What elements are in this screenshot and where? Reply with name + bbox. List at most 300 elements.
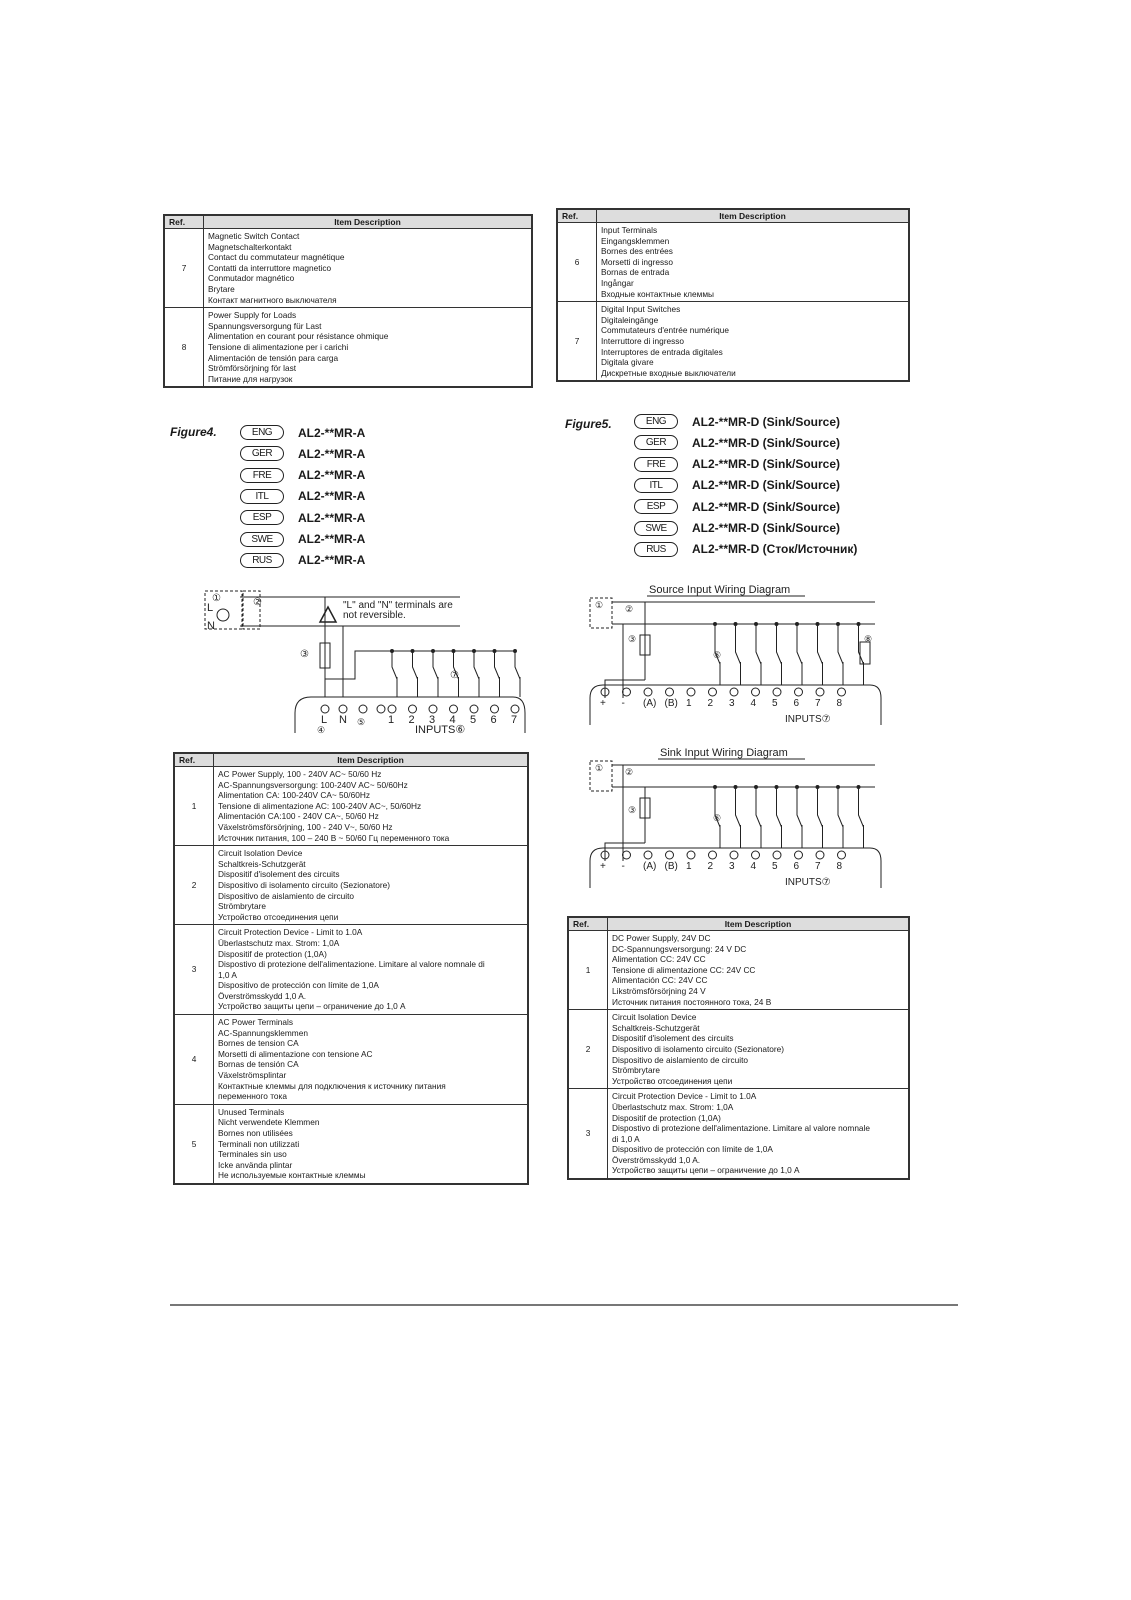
sink-wiring-diagram: [585, 743, 885, 888]
input-switch: [734, 786, 741, 849]
description-line: Circuit Isolation Device: [218, 848, 303, 859]
input-switch: [857, 786, 864, 849]
description-line: Strömförsörjning för last: [208, 363, 297, 374]
language-badge-icon: SWE: [634, 521, 678, 536]
ref-cell: 6: [557, 223, 597, 302]
description-line: Schaltkreis-Schutzgerät: [612, 1022, 700, 1033]
table-row: [174, 846, 528, 925]
description-line: Dispositivo de aislamiento de circuito: [218, 890, 355, 901]
description-line: Växelströmsplintar: [218, 1070, 287, 1081]
table-row: [174, 767, 528, 846]
language-row: [634, 435, 840, 450]
language-row: [240, 425, 365, 440]
sink-diagram-title: Sink Input Wiring Diagram: [660, 747, 788, 759]
input-switch: [796, 623, 803, 686]
marker-4: ④: [317, 725, 326, 735]
language-badge-icon: ENG: [634, 414, 678, 429]
ac-source-icon: [217, 609, 229, 621]
table-row: [174, 925, 528, 1015]
source-n-label: N: [207, 620, 215, 632]
marker-7: ⑦: [450, 670, 459, 681]
model-text: AL2-**MR-D (Sink/Source): [692, 521, 841, 535]
ref-cell: 2: [174, 846, 214, 925]
ref-cell: 2: [568, 1010, 608, 1089]
language-badge-icon: ENG: [240, 425, 284, 440]
ref-cell: 3: [174, 925, 214, 1015]
description-line: Conmutador magnético: [208, 273, 295, 284]
ref-cell: 1: [568, 931, 608, 1010]
description-cell: [597, 223, 910, 302]
description-line: Dispositif d'isolement des circuits: [612, 1033, 734, 1044]
language-row: [240, 553, 365, 568]
input-switch: [411, 650, 418, 698]
marker-6: ⑥: [713, 813, 722, 823]
terminal-label: (B): [664, 861, 678, 872]
terminal-label: 4: [750, 861, 757, 872]
terminal-screw: [709, 688, 717, 696]
description-line: Überlastschutz max. Strom: 1,0A: [612, 1101, 734, 1112]
description-line: Magnetic Switch Contact: [208, 231, 300, 241]
description-line: Alimentación CC: 24V CC: [612, 975, 708, 986]
warning-text-1: "L" and "N" terminals are: [343, 600, 453, 611]
description-line: Morsetti di ingresso: [601, 256, 673, 267]
description-line: Alimentation CA: 100-240V CA~ 50/60Hz: [218, 790, 370, 801]
description-line: Växelströmsförsörjning, 100 - 240 V~, 50/60 Hz: [218, 821, 393, 832]
language-badge-icon: ESP: [240, 510, 284, 525]
description-line: Dispositif de protection (1,0A): [612, 1112, 721, 1123]
terminal-screw: [730, 688, 738, 696]
language-row: [634, 457, 840, 472]
terminal-label: 1: [686, 698, 692, 709]
terminal-label: +: [600, 698, 606, 709]
terminal-label: 6: [490, 714, 497, 726]
description-line: Power Supply for Loads: [208, 310, 297, 321]
warning-icon: [320, 607, 336, 622]
terminal-label: 7: [815, 698, 821, 709]
description-line: Morsetti di alimentazione con tensione AC: [218, 1048, 373, 1059]
terminal-label: 3: [429, 714, 436, 726]
input-switch: [432, 650, 439, 698]
description-line: Дискретные входные выключатели: [601, 367, 736, 378]
terminal-label: 4: [449, 714, 456, 726]
description-cell: [597, 302, 910, 382]
description-line: Dispostivo di protezione dell'alimentazione. Limitare al valore nomnale di: [218, 959, 485, 970]
description-line: Tensione di alimentazione CC: 24V CC: [612, 964, 756, 975]
source-diagram-title: Source Input Wiring Diagram: [649, 584, 791, 596]
terminal-screw: [795, 851, 803, 859]
language-badge-icon: GER: [634, 435, 678, 450]
language-row: [634, 499, 840, 514]
description-line: Bornes de tension CA: [218, 1038, 299, 1049]
description-cell: [214, 925, 529, 1015]
description-header: Item Description: [597, 209, 910, 223]
language-badge-icon: ESP: [634, 499, 678, 514]
terminal-label: -: [621, 698, 625, 709]
description-line: Источник питания, 100 – 240 В ~ 50/60 Гц переменного тока: [218, 832, 450, 843]
description-line: Magnetschalterkontakt: [208, 241, 292, 252]
terminal-screw: [644, 851, 652, 859]
description-line: Bornas de entrada: [601, 267, 670, 278]
description-line: 1,0 A: [218, 969, 237, 980]
description-line: Dispositif de protection (1,0A): [218, 948, 327, 959]
marker-6: ⑥: [713, 650, 722, 660]
terminal-screw: [339, 705, 347, 713]
terminal-screw: [687, 851, 695, 859]
description-line: Питание для нагрузок: [208, 373, 293, 384]
description-line: Digitala givare: [601, 357, 654, 368]
terminal-screw: [450, 705, 458, 713]
description-line: Commutateurs d'entrée numérique: [601, 325, 729, 336]
description-line: Circuit Isolation Device: [612, 1012, 697, 1023]
terminal-label: 5: [772, 861, 778, 872]
description-line: Circuit Protection Device - Limit to 1.0A: [612, 1091, 757, 1102]
common-line: [325, 651, 513, 679]
input-switch: [514, 650, 521, 698]
terminal-label: 2: [408, 714, 415, 726]
ref-cell: 1: [174, 767, 214, 846]
terminal-label: 1: [686, 861, 692, 872]
description-cell: [214, 767, 529, 846]
description-line: DC Power Supply, 24V DC: [612, 933, 711, 943]
ref-cell: 5: [174, 1104, 214, 1184]
description-line: Schaltkreis-Schutzgerät: [218, 858, 306, 869]
model-text: AL2-**MR-A: [298, 446, 366, 461]
ref-cell: 3: [568, 1089, 608, 1179]
language-row: [240, 510, 365, 525]
table-row: [557, 223, 909, 302]
table-row: [164, 229, 532, 308]
terminal-screw: [687, 688, 695, 696]
model-text: AL2-**MR-A: [298, 510, 366, 525]
input-switch: [734, 623, 741, 686]
input-switch: [391, 650, 398, 698]
description-line: Input Terminals: [601, 225, 658, 235]
terminal-screw: [623, 688, 631, 696]
description-cell: [204, 229, 533, 308]
terminal-screw: [730, 851, 738, 859]
language-badge-icon: ITL: [634, 478, 678, 493]
model-text: AL2-**MR-D (Sink/Source): [692, 457, 841, 472]
table-bottom-right: [567, 916, 910, 1180]
terminal-label: N: [339, 714, 347, 726]
inputs-label: INPUTS⑦: [785, 714, 831, 725]
marker-1: ①: [595, 763, 604, 773]
figure5-label: Figure5.: [565, 417, 612, 431]
description-line: Strömbrytare: [612, 1065, 660, 1076]
input-switch: [796, 786, 803, 849]
description-line: Устройство отсоединения цепи: [218, 911, 339, 922]
description-line: Interruptores de entrada digitales: [601, 346, 723, 357]
terminal-label: 3: [729, 861, 735, 872]
terminal-label: 1: [388, 714, 395, 726]
description-line: Eingangsklemmen: [601, 235, 670, 246]
description-line: Digitaleingänge: [601, 314, 659, 325]
ref-cell: 7: [557, 302, 597, 382]
description-line: Контакт магнитного выключателя: [208, 294, 337, 305]
language-row: [634, 478, 840, 493]
terminal-screw: [429, 705, 437, 713]
description-line: AC Power Terminals: [218, 1017, 294, 1028]
description-line: Контактные клеммы для подключения к источнику питания: [218, 1080, 446, 1091]
table-row: [174, 1015, 528, 1105]
language-row: [634, 414, 840, 429]
terminal-label: 8: [836, 698, 843, 709]
description-line: Digital Input Switches: [601, 304, 681, 315]
description-line: Contact du commutateur magnétique: [208, 252, 345, 263]
description-cell: [608, 1010, 910, 1089]
terminal-screw: [816, 688, 824, 696]
table-row: [164, 308, 532, 388]
description-cell: [608, 931, 910, 1010]
table-bottom-left: [173, 752, 529, 1185]
description-line: Interruttore di ingresso: [601, 335, 685, 346]
inputs-label: INPUTS⑦: [785, 877, 831, 888]
source-l-label: L: [207, 602, 214, 614]
description-line: Dispositivo de protección con límite de 1,0A: [612, 1144, 773, 1155]
description-line: Überlastschutz max. Strom: 1,0A: [218, 937, 340, 948]
marker-2: ②: [253, 597, 262, 608]
input-switch: [755, 623, 762, 686]
language-badge-icon: FRE: [240, 468, 284, 483]
terminal-label: 5: [470, 714, 477, 726]
page-bottom-rule: [170, 1304, 958, 1306]
description-line: Spannungsversorgung für Last: [208, 320, 322, 331]
description-cell: [608, 1089, 910, 1179]
sensor-icon: [860, 642, 870, 664]
terminal-screw: [773, 851, 781, 859]
model-text: AL2-**MR-D (Sink/Source): [692, 435, 841, 450]
terminal-screw: [752, 851, 760, 859]
description-line: Terminales sin uso: [218, 1149, 287, 1160]
terminal-label: +: [600, 861, 606, 872]
language-row: [634, 542, 857, 557]
description-line: Alimentation CC: 24V CC: [612, 954, 706, 965]
model-text: AL2-**MR-D (Sink/Source): [692, 499, 841, 514]
description-line: AC-Spannungsversorgung: 100-240V AC~ 50/60Hz: [218, 779, 408, 790]
language-badge-icon: GER: [240, 446, 284, 461]
language-badge-icon: ITL: [240, 489, 284, 504]
ref-cell: 4: [174, 1015, 214, 1105]
ref-header: Ref.: [557, 209, 597, 223]
terminal-label: 8: [836, 861, 843, 872]
terminal-label: L: [321, 714, 328, 726]
input-switch: [775, 623, 782, 686]
language-badge-icon: SWE: [240, 532, 284, 547]
description-line: Överströmsskydd 1,0 A.: [218, 990, 307, 1001]
model-text: AL2-**MR-A: [298, 489, 366, 504]
terminal-screw: [795, 688, 803, 696]
input-switch: [837, 623, 844, 686]
table-header-row: [568, 917, 909, 931]
description-line: Dispositivo di isolamento circuito (Sezionatore): [218, 879, 391, 890]
terminal-screw: [491, 705, 499, 713]
terminal-screw: [511, 705, 519, 713]
language-row: [240, 468, 365, 483]
description-line: Nicht verwendete Klemmen: [218, 1117, 320, 1128]
description-line: Strömbrytare: [218, 901, 266, 912]
ref-header: Ref.: [174, 753, 214, 767]
description-line: Устройство защиты цепи – ограничение до 1,0 A: [612, 1165, 800, 1176]
description-line: Устройство защиты цепи – ограничение до 1,0 A: [218, 1001, 406, 1012]
terminal-screw: [470, 705, 478, 713]
language-row: [240, 489, 365, 504]
marker-8: ⑧: [864, 634, 873, 644]
description-line: Dispostivo di protezione dell'alimentazione. Limitare al valore nomnale: [612, 1123, 871, 1134]
description-line: Icke använda plintar: [218, 1159, 293, 1170]
description-line: Contatti da interruttore magnetico: [208, 262, 332, 273]
terminal-screw: [773, 688, 781, 696]
language-badge-icon: RUS: [240, 553, 284, 568]
model-text: AL2-**MR-A: [298, 553, 366, 568]
description-line: Brytare: [208, 283, 235, 294]
description-line: переменного тока: [218, 1091, 287, 1102]
terminal-screw: [409, 705, 417, 713]
terminal-screw: [666, 688, 674, 696]
input-switch: [816, 623, 823, 686]
description-line: di 1,0 A: [612, 1133, 640, 1144]
terminal-label: 2: [707, 861, 714, 872]
terminal-screw: [816, 851, 824, 859]
input-switch: [493, 650, 500, 698]
input-switch: [775, 786, 782, 849]
description-line: Likströmsförsörjning 24 V: [612, 985, 706, 996]
description-header: Item Description: [204, 215, 533, 229]
description-line: Alimentación de tensión para carga: [208, 352, 339, 363]
marker-2: ②: [625, 604, 634, 614]
description-cell: [214, 846, 529, 925]
table-top-left: [163, 214, 533, 388]
terminal-label: (A): [643, 698, 657, 709]
input-switch: [816, 786, 823, 849]
description-line: Dispositivo de aislamiento de circuito: [612, 1054, 749, 1065]
description-line: Входные контактные клеммы: [601, 288, 715, 299]
description-line: Не используемые контактные клеммы: [218, 1170, 366, 1181]
marker-5: ⑤: [357, 717, 366, 727]
terminal-label: (A): [643, 861, 657, 872]
description-line: DC-Spannungsversorgung: 24 V DC: [612, 943, 747, 954]
model-text: AL2-**MR-D (Sink/Source): [692, 414, 841, 429]
table-header-row: [557, 209, 909, 223]
terminal-label: -: [621, 861, 625, 872]
marker-3: ③: [628, 634, 637, 644]
description-line: Dispositivo di isolamento circuito (Sezionatore): [612, 1043, 785, 1054]
input-switch: [473, 650, 480, 698]
figure4-label: Figure4.: [170, 425, 217, 439]
description-line: Terminali non utilizzati: [218, 1138, 300, 1149]
ref-cell: 7: [164, 229, 204, 308]
ref-cell: 8: [164, 308, 204, 388]
language-badge-icon: FRE: [634, 457, 678, 472]
model-text: AL2-**MR-D (Сток/Источник): [692, 542, 858, 557]
description-line: Tensione di alimentazione AC: 100-240V AC~, 50/60Hz: [218, 800, 422, 811]
terminal-screw: [388, 705, 396, 713]
terminal-label: 2: [707, 698, 714, 709]
terminal-label: 4: [750, 698, 757, 709]
terminal-label: 6: [793, 861, 800, 872]
description-header: Item Description: [214, 753, 529, 767]
description-line: AC Power Supply, 100 - 240V AC~ 50/60 Hz: [218, 769, 382, 779]
description-line: Bornes des entrées: [601, 246, 673, 257]
table-row: [174, 1104, 528, 1184]
terminal-screw: [377, 705, 385, 713]
description-line: Источник питания постоянного тока, 24 В: [612, 996, 772, 1007]
description-header: Item Description: [608, 917, 910, 931]
source-wiring-diagram: [585, 580, 885, 725]
marker-3: ③: [300, 649, 309, 660]
input-switch: [755, 786, 762, 849]
table-row: [568, 931, 909, 1010]
description-line: Tensione di alimentazione per i carichi: [208, 341, 349, 352]
description-line: Circuit Protection Device - Limit to 1.0A: [218, 927, 363, 938]
description-line: Alimentation en courant pour résistance ohmique: [208, 331, 389, 342]
terminal-label: 7: [815, 861, 821, 872]
marker-1: ①: [212, 593, 221, 604]
description-line: Dispositif d'isolement des circuits: [218, 869, 340, 880]
description-line: Alimentación CA:100 - 240V CA~, 50/60 Hz: [218, 811, 379, 822]
inputs-label: INPUTS⑥: [415, 724, 466, 735]
marker-1: ①: [595, 600, 604, 610]
description-line: Unused Terminals: [218, 1106, 285, 1117]
terminal-screw: [359, 705, 367, 713]
ref-header: Ref.: [568, 917, 608, 931]
terminal-screw: [709, 851, 717, 859]
description-line: Устройство отсоединения цепи: [612, 1075, 733, 1086]
model-text: AL2-**MR-D (Sink/Source): [692, 478, 841, 493]
warning-text-2: not reversible.: [343, 610, 406, 621]
description-line: Bornas de tensión CA: [218, 1059, 299, 1070]
terminal-label: 3: [729, 698, 735, 709]
model-text: AL2-**MR-A: [298, 532, 366, 546]
terminal-label: 5: [772, 698, 778, 709]
model-text: AL2-**MR-A: [298, 468, 366, 483]
language-row: [634, 521, 840, 536]
terminal-label: 7: [511, 714, 518, 726]
description-line: Bornes non utilisées: [218, 1128, 293, 1138]
figure4-wiring-diagram: [195, 585, 530, 735]
terminal-screw: [321, 705, 329, 713]
terminal-label: (B): [664, 698, 678, 709]
terminal-screw: [644, 688, 652, 696]
table-row: [557, 302, 909, 382]
marker-2: ②: [625, 767, 634, 777]
table-row: [568, 1089, 909, 1179]
marker-3: ③: [628, 805, 637, 815]
input-switch: [837, 786, 844, 849]
description-line: AC-Spannungsklemmen: [218, 1027, 308, 1038]
language-row: [240, 446, 365, 461]
description-line: Överströmsskydd 1,0 A.: [612, 1154, 701, 1165]
description-cell: [204, 308, 533, 388]
terminal-label: 6: [793, 698, 800, 709]
language-row: [240, 532, 365, 547]
terminal-screw: [666, 851, 674, 859]
terminal-screw: [838, 851, 846, 859]
terminal-screw: [623, 851, 631, 859]
table-row: [568, 1010, 909, 1089]
description-cell: [214, 1104, 529, 1184]
description-cell: [214, 1015, 529, 1105]
terminal-screw: [752, 688, 760, 696]
ref-header: Ref.: [164, 215, 204, 229]
language-badge-icon: RUS: [634, 542, 678, 557]
model-text: AL2-**MR-A: [298, 425, 366, 440]
description-line: Ingångar: [601, 277, 634, 288]
table-header-row: [164, 215, 532, 229]
description-line: Dispositivo de protección con límite de 1,0A: [218, 980, 379, 991]
table-header-row: [174, 753, 528, 767]
table-top-right: [556, 208, 910, 382]
terminal-screw: [838, 688, 846, 696]
